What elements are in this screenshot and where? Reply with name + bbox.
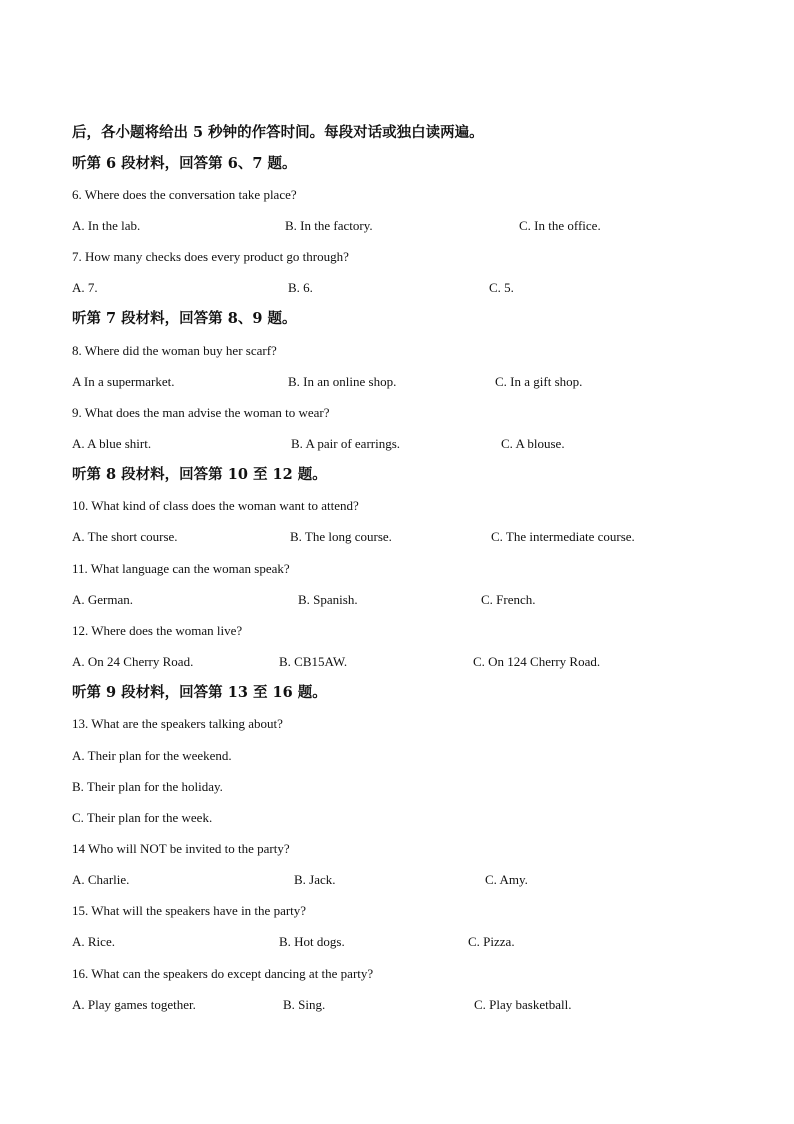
q15-option-b[interactable]: B. Hot dogs. bbox=[279, 934, 345, 949]
q10-option-b[interactable]: B. The long course. bbox=[290, 529, 392, 544]
q6-option-a[interactable]: A. In the lab. bbox=[72, 218, 141, 233]
q16-option-b[interactable]: B. Sing. bbox=[283, 997, 326, 1012]
q13-option-b[interactable]: B. Their plan for the holiday. bbox=[72, 779, 223, 794]
q11-option-b[interactable]: B. Spanish. bbox=[298, 592, 358, 607]
section-heading: 听第 8 段材料，回答第 10 至 12 题。 bbox=[72, 466, 327, 483]
question-12: 12. Where does the woman live? bbox=[72, 623, 243, 638]
q7-option-c[interactable]: C. 5. bbox=[489, 280, 514, 295]
q14-option-b[interactable]: B. Jack. bbox=[294, 872, 336, 887]
q11-option-a[interactable]: A. German. bbox=[72, 592, 134, 607]
q9-option-b[interactable]: B. A pair of earrings. bbox=[291, 436, 401, 451]
q15-option-a[interactable]: A. Rice. bbox=[72, 934, 115, 949]
question-15: 15. What will the speakers have in the party? bbox=[72, 903, 307, 918]
q10-option-a[interactable]: A. The short course. bbox=[72, 529, 178, 544]
q16-option-a[interactable]: A. Play games together. bbox=[72, 997, 196, 1012]
q12-option-b[interactable]: B. CB15AW. bbox=[279, 654, 348, 669]
q9-option-a[interactable]: A. A blue shirt. bbox=[72, 436, 152, 451]
q11-option-c[interactable]: C. French. bbox=[481, 592, 536, 607]
question-8: 8. Where did the woman buy her scarf? bbox=[72, 343, 277, 358]
q6-option-c[interactable]: C. In the office. bbox=[519, 218, 601, 233]
section-heading: 听第 7 段材料，回答第 8、9 题。 bbox=[72, 310, 297, 327]
question-13: 13. What are the speakers talking about? bbox=[72, 716, 283, 731]
q7-option-a[interactable]: A. 7. bbox=[72, 280, 98, 295]
q14-option-a[interactable]: A. Charlie. bbox=[72, 872, 130, 887]
q10-option-c[interactable]: C. The intermediate course. bbox=[491, 529, 635, 544]
q7-option-b[interactable]: B. 6. bbox=[288, 280, 313, 295]
question-9: 9. What does the man advise the woman to wear? bbox=[72, 405, 330, 420]
question-14: 14 Who will NOT be invited to the party? bbox=[72, 841, 290, 856]
q12-option-c[interactable]: C. On 124 Cherry Road. bbox=[473, 654, 601, 669]
q6-option-b[interactable]: B. In the factory. bbox=[285, 218, 373, 233]
q16-option-c[interactable]: C. Play basketball. bbox=[474, 997, 572, 1012]
q8-option-b[interactable]: B. In an online shop. bbox=[288, 374, 397, 389]
q14-option-c[interactable]: C. Amy. bbox=[485, 872, 528, 887]
question-10: 10. What kind of class does the woman want to attend? bbox=[72, 498, 359, 513]
question-7: 7. How many checks does every product go through? bbox=[72, 249, 349, 264]
question-16: 16. What can the speakers do except dancing at the party? bbox=[72, 966, 374, 981]
q8-option-a[interactable]: A In a supermarket. bbox=[72, 374, 175, 389]
section-heading: 听第 9 段材料，回答第 13 至 16 题。 bbox=[72, 684, 327, 701]
intro-text: 后，各小题将给出 5 秒钟的作答时间。每段对话或独白读两遍。 bbox=[72, 124, 484, 141]
q15-option-c[interactable]: C. Pizza. bbox=[468, 934, 515, 949]
q9-option-c[interactable]: C. A blouse. bbox=[501, 436, 565, 451]
question-11: 11. What language can the woman speak? bbox=[72, 561, 290, 576]
q12-option-a[interactable]: A. On 24 Cherry Road. bbox=[72, 654, 194, 669]
section-heading: 听第 6 段材料，回答第 6、7 题。 bbox=[72, 155, 297, 172]
q13-option-a[interactable]: A. Their plan for the weekend. bbox=[72, 748, 232, 763]
q8-option-c[interactable]: C. In a gift shop. bbox=[495, 374, 583, 389]
question-6: 6. Where does the conversation take place? bbox=[72, 187, 297, 202]
q13-option-c[interactable]: C. Their plan for the week. bbox=[72, 810, 213, 825]
